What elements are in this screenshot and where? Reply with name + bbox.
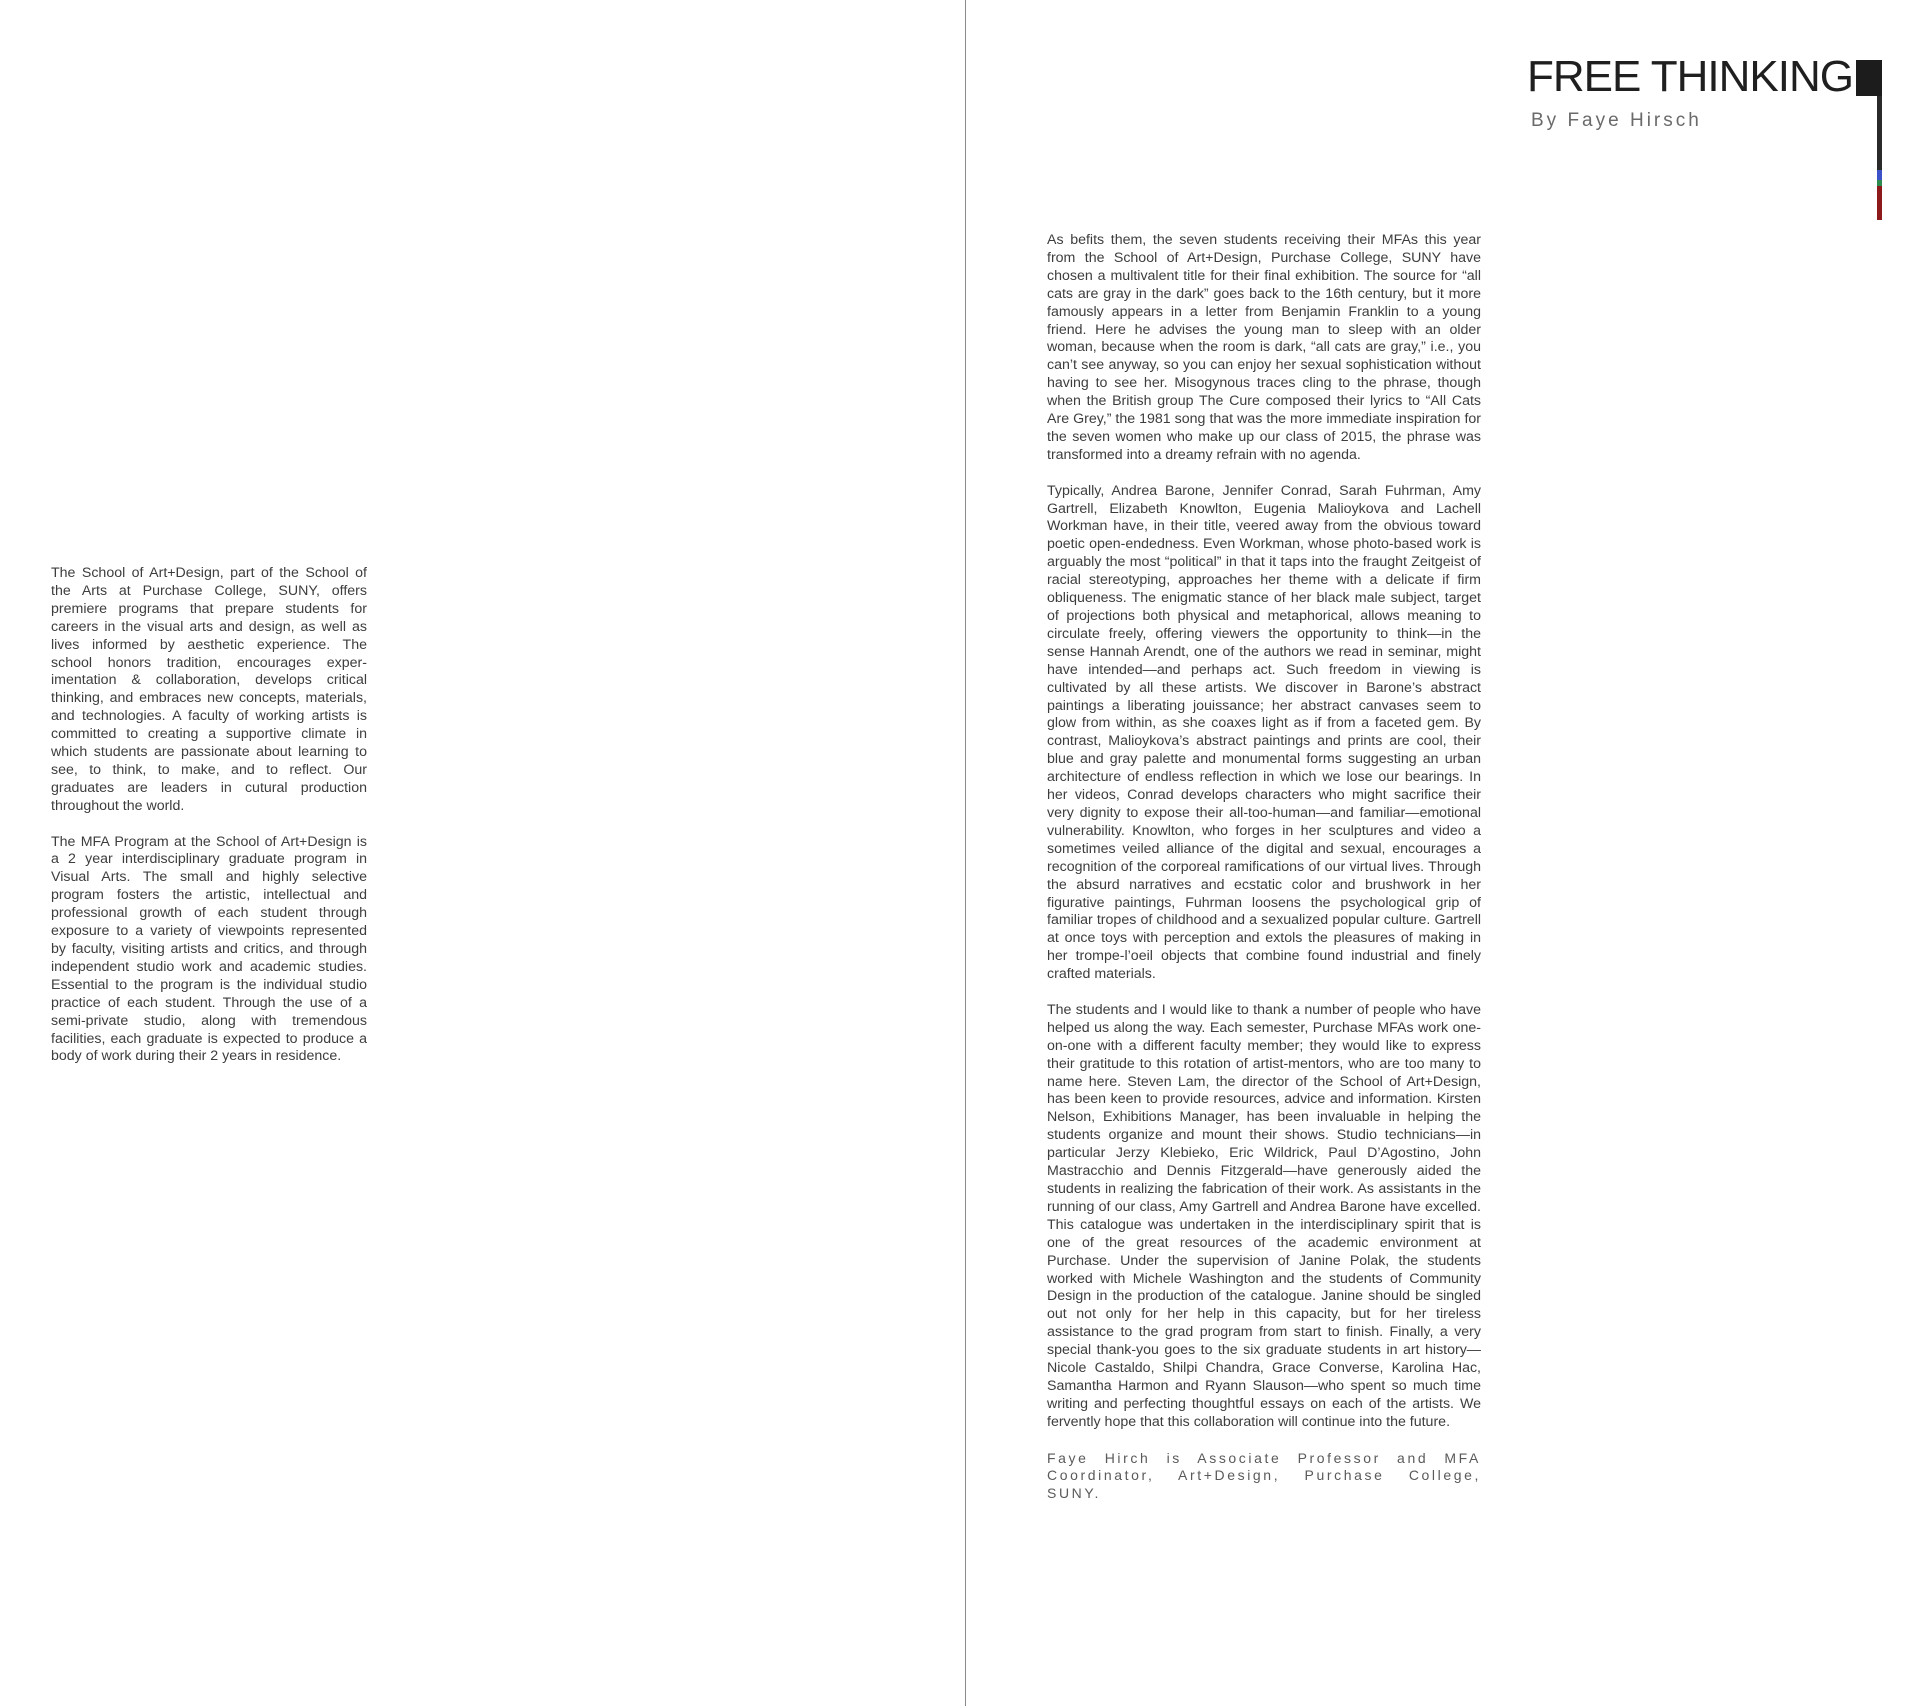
page-gutter-divider [965, 0, 966, 1706]
article-title: FREE THINKING [1526, 52, 1853, 101]
color-bar-blue-segment [1877, 170, 1882, 180]
author-signature: Faye Hirch is Associate Professor and MFA Coordinator, Art+Design, Purchase College, SUNY. [1047, 1449, 1481, 1502]
article-title-block [1527, 52, 1857, 102]
article-byline: By Faye Hirsch [1531, 110, 1702, 131]
school-description-paragraph: The School of Art+Design, part of the School of the Arts at Purchase College, SUNY, offers premiere programs that prepare students for careers in the visual arts and design, as well as lives informed by aesthetic experience. The school honors tradition, encourages experimentation & collaboration, develops critical thinking, and embraces new concepts, materials, and technologies. A faculty of working artists is committed to creating a supportive climate in which students are passionate about learning to see, to think, to make, and to reflect. Our graduates are leaders in cutural production throughout the world. [51, 565, 367, 814]
article-paragraph-title-origin: As befits them, the seven students receiving their MFAs this year from the School of Art+Design, Purchase College, SUNY have chosen a multivalent title for their final exhibition. The source for “all cats are gray in the dark” goes back to the 16th century, but it more famously appears in a letter from Benjamin Franklin to a young friend. Here he advises the young man to sleep with an older woman, because when the room is dark, “all cats are gray,” i.e., you can’t see anyway, so you can enjoy her sexual sophistication without having to see her. Misogynous traces cling to the phrase, though when the British group The Cure composed their lyrics to “All Cats Are Grey,” the 1981 song that was the more immediate inspiration for the seven women who make up our class of 2015, the phrase was transformed into a dreamy refrain with no agenda. [1047, 232, 1481, 463]
article-paragraph-acknowledgements: The students and I would like to thank a number of people who have helped us along the way. Each semester, Purchase MFAs work one-on-one with a different faculty member; they would like to express their gratitude to this rotation of artist-mentors, who are too many to name here. Steven Lam, the director of the School of Art+Design, has been keen to provide resources, advice and information. Kirsten Nelson, Exhibitions Manager, has been invaluable in helping the students organize and mount their shows. Studio technicians—in particular Jerzy Klebieko, Eric Wildrick, Paul D’Agostino, John Mastracchio and Dennis Fitzgerald—have generously aided the students in realizing the fabrication of their work. As assistants in the running of our class, Amy Gartrell and Andrea Barone have excelled. This catalogue was undertaken in the interdisciplinary spirit that is one of the great resources of the academic environment at Purchase. Under the supervision of Janine Polak, the students worked with Michele Washington and the students of Community Design in the production of the catalogue. Janine should be singled out not only for her help in this capacity, but for her tireless assistance to the grad program from start to finish. Finally, a very special thank-you goes to the six graduate students in art history—Nicole Castaldo, Shilpi Chandra, Grace Converse, Karolina Hac, Samantha Harmon and Ryann Slauson—who spent so much time writing and perfecting thoughtful essays on each of the artists. We fervently hope that this collaboration will continue into the future. [1047, 1001, 1481, 1430]
mfa-program-paragraph: The MFA Program at the School of Art+Design is a 2 year interdisciplinary graduate program in Visual Arts. The small and highly selective program fosters the artistic, intellectual and professional growth of each student through exposure to a variety of viewpoints represented by faculty, visiting artists and critics, and through independent studio work and academic studies. Essential to the program is the individual studio practice of each student. Through the use of a semi-private studio, along with tremendous facilities, each graduate is expected to produce a body of work during their 2 years in residence. [51, 833, 367, 1065]
color-bar-red-segment [1877, 186, 1882, 220]
left-page-intro [51, 565, 367, 1084]
color-bar-black-block [1856, 60, 1882, 96]
color-bar-dark-segment [1877, 96, 1882, 170]
color-bar-decoration [1856, 60, 1882, 160]
article-paragraph-artists: Typically, Andrea Barone, Jennifer Conrad, Sarah Fuhrman, Amy Gartrell, Elizabeth Knowlton, Eugenia Malioykova and Lachell Workman have, in their title, veered away from the obvious toward poetic open-endedness. Even Workman, whose photo-based work is arguably the most “political” in that it taps into the fraught Zeitgeist of racial stereotyping, approaches her theme with a delicate if firm obliqueness. The enigmatic stance of her black male subject, target of projections both physical and metaphorical, allows meaning to circulate freely, offering viewers the opportunity to think—in the sense Hannah Arendt, one of the authors we read in seminar, might have intended—and perhaps act. Such freedom in viewing is cultivated by all these artists. We discover in Barone’s abstract paintings a liberating jouissance; her abstract canvases seem to glow from within, as she coaxes light as if from a faceted gem. By contrast, Malioykova’s abstract paintings and prints are cool, their blue and gray palette and monumental forms suggesting an urban architecture of endless reflection in which we lose our bearings. In her videos, Conrad develops characters who might sacrifice their very dignity to expose their all-too-human—and familiar—emotional vulnerability. Knowlton, who forges in her sculptures and video a sometimes veiled alliance of the digital and sexual, encourages a recognition of the corporeal ramifications of our virtual lives. Through the absurd narratives and ecstatic color and brushwork in her figurative paintings, Fuhrman loosens the psychological grip of familiar tropes of childhood and a sexualized popular culture. Gartrell at once toys with perception and extols the pleasures of making in her trompe-l’oeil objects that combine found industrial and finely crafted materials. [1047, 482, 1481, 983]
article-body [1047, 232, 1481, 1521]
